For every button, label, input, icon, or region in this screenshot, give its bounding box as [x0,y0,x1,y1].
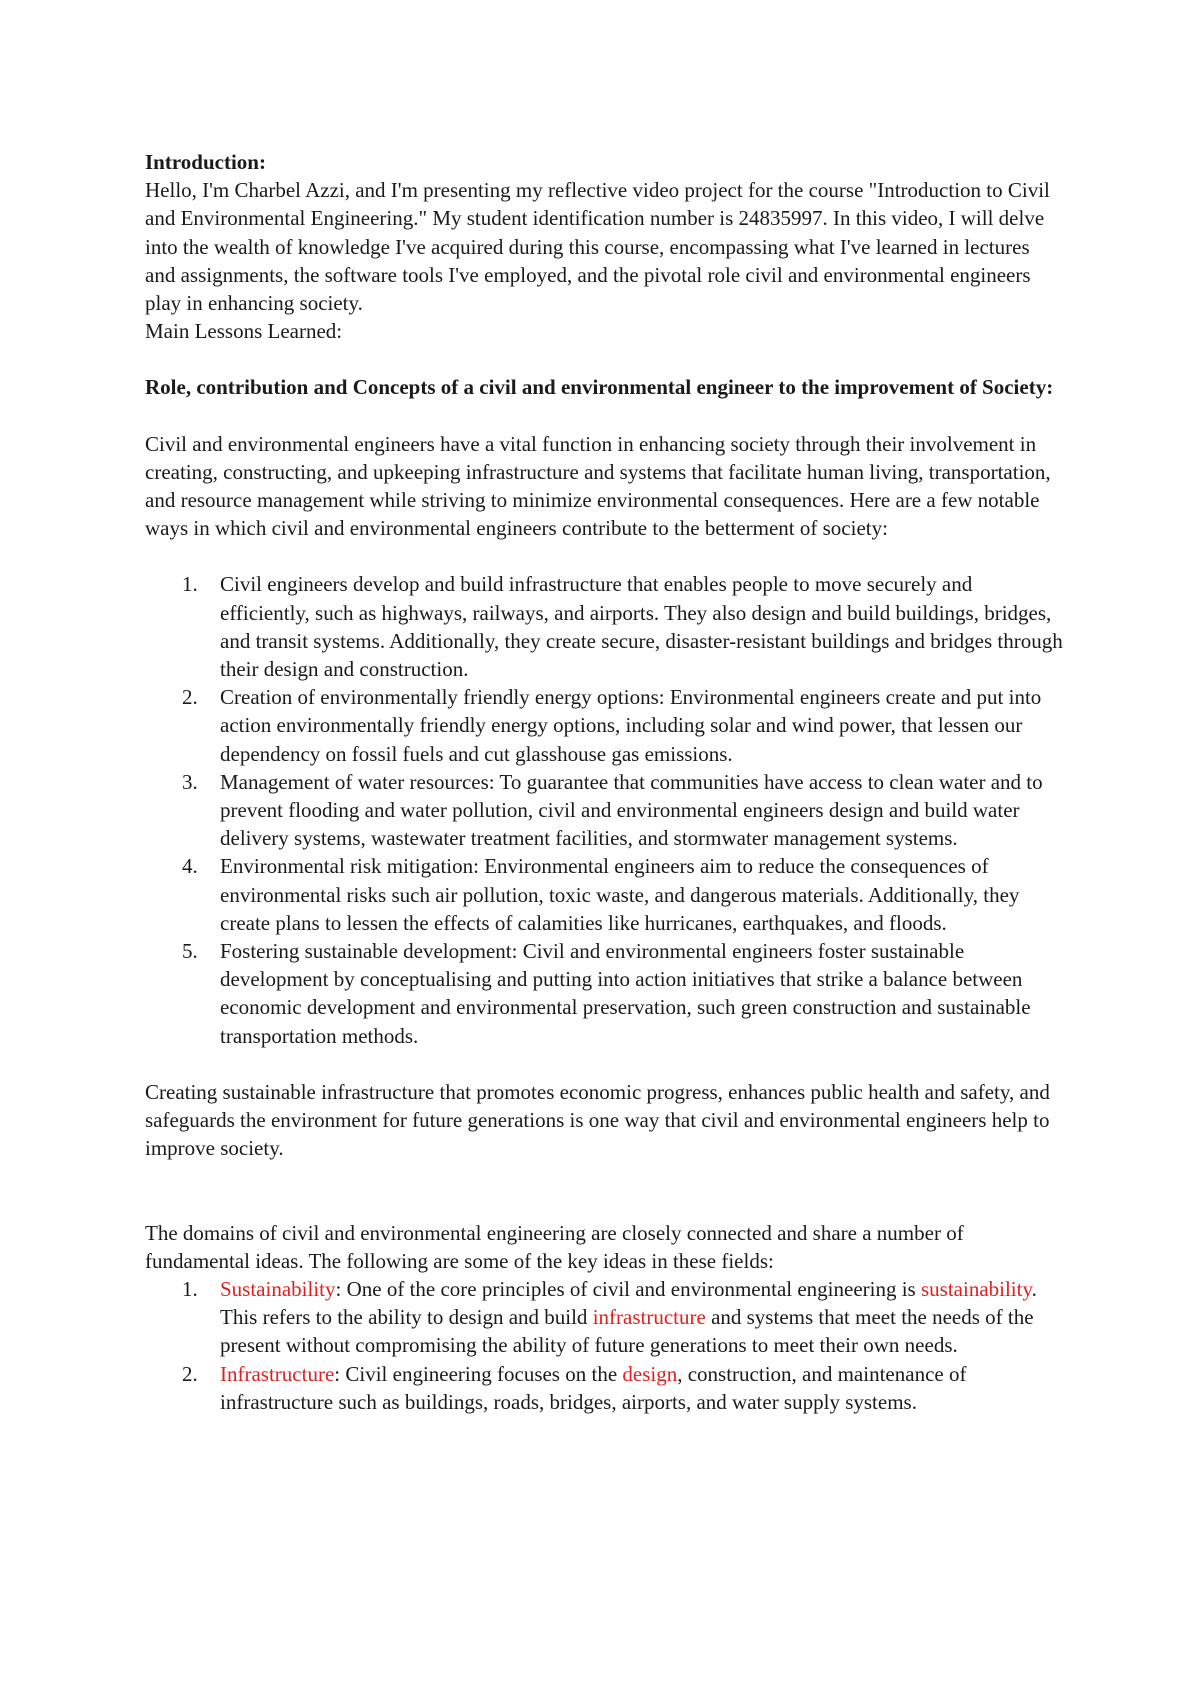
list-item-text: Management of water resources: To guarantee that communities have access to clean water and to prevent flooding and water pollution, civil and environmental engineers design and build water delivery systems, wastewater treatment facilities, and stormwater management systems. [220,769,1043,851]
highlighted-term: Sustainability [220,1276,336,1301]
list-item [145,1360,1065,1416]
list-number: 1. [182,1276,198,1301]
list-number: 2. [182,685,198,710]
list-item [145,1275,1065,1360]
list-item [145,768,1065,853]
highlighted-term: Infrastructure [220,1361,335,1386]
lessons-label: Main Lessons Learned: [145,319,343,344]
list-item-text: : One of the core principles of civil and environmental engineering is [335,1276,921,1301]
list-number: 2. [182,1361,198,1386]
list-item-text: , construction, and maintenance of infrastructure such as buildings, roads, bridges, airports, and water supply systems. [220,1361,967,1414]
list-item-text: : Civil engineering focuses on the [334,1361,623,1386]
list-item [145,683,1065,768]
highlighted-term: infrastructure [592,1305,706,1330]
list-item [145,570,1065,683]
list-item-text: Fostering sustainable development: Civil and environmental engineers foster sustainable development by conceptualising and putting into action initiatives that strike a balance between economic development and environmental preservation, such green construction and sustainable transportation methods. [220,939,1031,1048]
document-body [145,148,1065,1416]
list-number: 3. [182,769,198,794]
list-item [145,937,1065,1050]
list-number: 5. [182,939,198,964]
list-number: 4. [182,854,198,879]
role-closing-paragraph: Creating sustainable infrastructure that promotes economic progress, enhances public health and safety, and safeguards the environment for future generations is one way that civil and environmental engineers help to improve society. [145,1079,1050,1161]
list-number: 1. [182,572,198,597]
list-item-text: Creation of environmentally friendly energy options: Environmental engineers create and put into action environmentally friendly energy options, including solar and wind power, that lessen our dependency on fossil fuels and cut glasshouse gas emissions. [220,685,1042,766]
list-item-text: Environmental risk mitigation: Environmental engineers aim to reduce the consequences of environmental risks such air pollution, toxic waste, and dangerous materials. Additionally, they create plans to lessen the effects of calamities like hurricanes, earthquakes, and floods. [220,854,1020,935]
list-item-text: . This refers to the ability to design and build [220,1276,1037,1330]
highlighted-term: design [622,1361,678,1386]
concepts-list [145,1275,1065,1416]
list-item-text: Civil engineers develop and build infrastructure that enables people to move securely and efficiently, such as highways, railways, and airports. They also design and build buildings, bridges, and transit systems. Additionally, they create secure, disaster-resistant buildings and bridges through their design and construction. [220,572,1063,682]
role-list [145,570,1065,1049]
list-item [145,852,1065,937]
intro-heading: Introduction: [145,150,266,174]
role-heading: Role, contribution and Concepts of a civil and environmental engineer to the improvement of Society: [145,375,1054,400]
concepts-paragraph: The domains of civil and environmental engineering are closely connected and share a number of fundamental ideas. The following are some of the key ideas in these fields: [145,1220,964,1273]
list-item-text: and systems that meet the needs of the present without compromising the ability of future generations to meet their own needs. [220,1305,1034,1358]
role-paragraph: Civil and environmental engineers have a vital function in enhancing society through their involvement in creating, constructing, and upkeeping infrastructure and systems that facilitate human living, transportation, and resource management while striving to minimize environmental consequences. Here are a few notable ways in which civil and environmental engineers contribute to the betterment of society: [145,431,1051,541]
intro-paragraph: Hello, I'm Charbel Azzi, and I'm presenting my reflective video project for the course "Introduction to Civil and Environmental Engineering." My student identification number is 24835997. In this video, I will delve into the wealth of knowledge I've acquired during this course, encompassing what I've learned in lectures and assignments, the software tools I've employed, and the pivotal role civil and environmental engineers play in enhancing society. [145,178,1050,316]
highlighted-term: sustainability [920,1276,1032,1301]
